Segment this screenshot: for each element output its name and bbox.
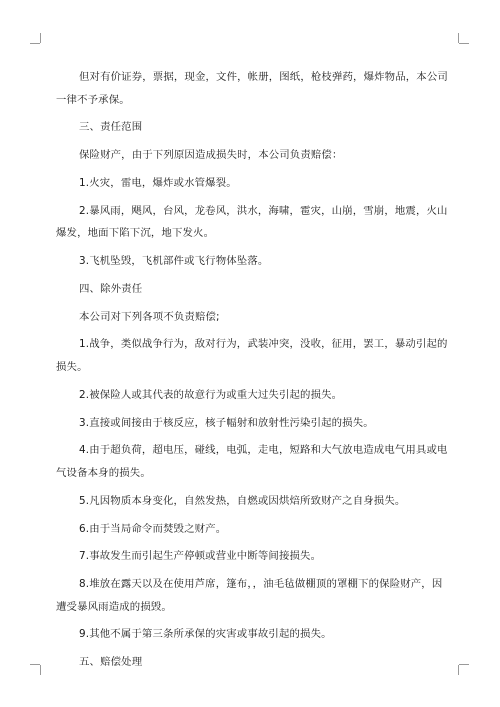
text-line: 但对有价证券，票据，现金，文件，帐册，图纸，枪枝弹药，爆炸物品，本公司 [79, 71, 448, 83]
list-item: 6.由于当局命令而焚毁之财产。 [79, 522, 227, 535]
text-line: 遭受暴风雨造成的损毁。 [56, 600, 172, 613]
section-heading: 三、责任范围 [79, 121, 143, 134]
list-item: 4.由于超负荷，超电压，碰线，电弧，走电，短路和大气放电造成电气用具或电 [79, 444, 448, 457]
list-item: 7.事故发生而引起生产停顿或营业中断等间接损失。 [79, 550, 322, 563]
text-line: 保险财产，由于下列原因造成损失时，本公司负责赔偿： [79, 149, 343, 162]
crop-mark-bottom-left [30, 664, 41, 675]
section-heading: 五、赔偿处理 [79, 656, 143, 669]
list-item: 2.暴风雨，飓风，台风，龙卷风，洪水，海啸，雹灾，山崩，雪崩，地震，火山 [79, 204, 448, 217]
list-item: 1.战争，类似战争行为，敌对行为，武装冲突，没收，征用，罢工，暴动引起的 [79, 338, 448, 351]
list-item: 2.被保险人或其代表的故意行为或重大过失引起的损失。 [79, 388, 343, 401]
list-item: 9.其他不属于第三条所承保的灾害或事故引起的损失。 [79, 628, 332, 641]
text-line: 爆发，地面下陷下沉，地下发火。 [56, 227, 215, 240]
list-item: 3.飞机坠毁，飞机部件或飞行物体坠落。 [79, 255, 269, 268]
list-item: 1.火灾，雷电，爆炸或水管爆裂。 [79, 176, 237, 189]
document-body [56, 66, 449, 674]
crop-mark-top-right [458, 33, 469, 44]
text-line: 气设备本身的损失。 [56, 466, 151, 479]
text-line: 一律不予承保。 [56, 93, 130, 106]
crop-mark-top-left [30, 33, 41, 44]
list-item: 8.堆放在露天以及在使用芦席，篷布，，油毛毡做棚顶的罩棚下的保险财产，因 [79, 578, 443, 591]
list-item: 3.直接或间接由于核反应，核子幅射和放射性污染引起的损失。 [79, 416, 374, 429]
crop-mark-bottom-right [458, 664, 469, 675]
section-heading: 四、除外责任 [79, 282, 143, 295]
text-line: 本公司对下列各项不负责赔偿; [79, 310, 220, 323]
text-line: 损失。 [56, 361, 88, 374]
list-item: 5.凡因物质本身变化，自然发热，自燃或因烘焙所致财产之自身损失。 [79, 494, 406, 507]
